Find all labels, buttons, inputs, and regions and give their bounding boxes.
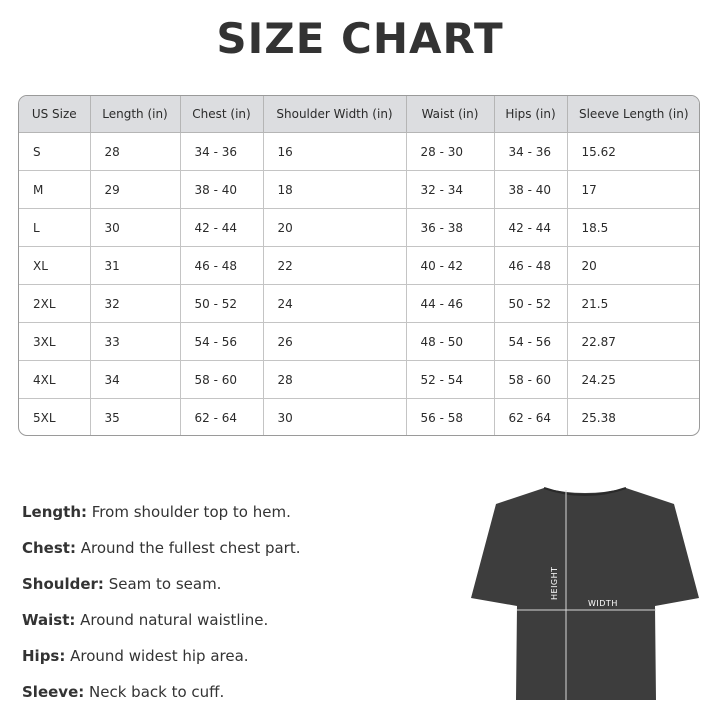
header-sleeve-length: Sleeve Length (in) — [567, 96, 700, 133]
tshirt-icon — [471, 488, 699, 700]
guide-description: From shoulder top to hem. — [87, 503, 291, 521]
header-shoulder-width: Shoulder Width (in) — [263, 96, 406, 133]
cell-sleeve-length: 21.5 — [567, 285, 700, 323]
guide-term: Length: — [22, 503, 87, 521]
cell-sleeve-length: 15.62 — [567, 133, 700, 171]
cell-chest: 62 - 64 — [180, 399, 263, 437]
cell-length: 30 — [90, 209, 180, 247]
cell-sleeve-length: 25.38 — [581, 410, 616, 425]
cell-waist: 36 - 38 — [406, 209, 494, 247]
table-header-row — [19, 96, 700, 133]
size-table-container — [18, 95, 700, 436]
cell-hips: 54 - 56 — [494, 323, 567, 361]
table-body — [19, 133, 700, 437]
guide-description: Around the fullest chest part. — [75, 539, 301, 557]
width-label: WIDTH — [588, 599, 618, 608]
cell-length: 32 — [90, 285, 180, 323]
cell-length: 31 — [90, 247, 180, 285]
cell-us-size: 2XL — [19, 285, 90, 323]
cell-us-size: XL — [19, 247, 90, 285]
cell-sleeve-length: 24.25 — [567, 361, 700, 399]
cell-chest: 46 - 48 — [180, 247, 263, 285]
table-row — [19, 399, 700, 437]
guide-description: Neck back to cuff. — [84, 683, 225, 701]
table-row — [19, 361, 700, 399]
cell-length: 34 — [90, 361, 180, 399]
guide-term: Shoulder: — [22, 575, 104, 593]
cell-us-size: L — [19, 209, 90, 247]
cell-shoulder-width: 24 — [263, 285, 406, 323]
table-row — [19, 323, 700, 361]
cell-waist: 28 - 30 — [406, 133, 494, 171]
header-us-size: US Size — [19, 96, 90, 133]
guide-term: Waist: — [22, 611, 76, 629]
cell-waist: 52 - 54 — [406, 361, 494, 399]
cell-waist: 44 - 46 — [406, 285, 494, 323]
cell-length: 35 — [90, 399, 180, 437]
cell-sleeve-length: 22.87 — [567, 323, 700, 361]
cell-sleeve-length: 20 — [567, 247, 700, 285]
header-hips: Hips (in) — [494, 96, 567, 133]
cell-chest: 50 - 52 — [180, 285, 263, 323]
guide-item — [22, 500, 442, 536]
page-title: SIZE CHART — [216, 14, 504, 63]
guide-item — [22, 644, 442, 680]
height-label: HEIGHT — [550, 566, 559, 600]
header-length: Length (in) — [90, 96, 180, 133]
cell-shoulder-width: 22 — [263, 247, 406, 285]
table-row — [19, 285, 700, 323]
cell-hips: 42 - 44 — [494, 209, 567, 247]
guide-item — [22, 680, 442, 716]
cell-waist: 32 - 34 — [406, 171, 494, 209]
tshirt-diagram — [470, 486, 700, 702]
table-row — [19, 133, 700, 171]
cell-hips: 46 - 48 — [494, 247, 567, 285]
cell-us-size: 4XL — [19, 361, 90, 399]
cell-hips: 58 - 60 — [494, 361, 567, 399]
guide-term: Sleeve: — [22, 683, 85, 701]
cell-us-size: S — [19, 133, 90, 171]
cell-sleeve-length: 18.5 — [567, 209, 700, 247]
cell-shoulder-width: 16 — [263, 133, 406, 171]
cell-hips: 34 - 36 — [494, 133, 567, 171]
cell-waist: 48 - 50 — [406, 323, 494, 361]
cell-hips: 62 - 64 — [494, 399, 567, 437]
cell-chest: 58 - 60 — [180, 361, 263, 399]
size-table — [19, 96, 700, 436]
cell-shoulder-width: 28 — [263, 361, 406, 399]
cell-shoulder-width: 30 — [263, 399, 406, 437]
guide-item — [22, 536, 442, 572]
cell-shoulder-width: 20 — [263, 209, 406, 247]
guide-description: Around natural waistline. — [75, 611, 269, 629]
header-chest: Chest (in) — [180, 96, 263, 133]
cell-sleeve-length: 17 — [567, 171, 700, 209]
measurement-guide — [22, 500, 442, 716]
cell-waist: 40 - 42 — [406, 247, 494, 285]
table-row — [19, 171, 700, 209]
cell-hips: 38 - 40 — [494, 171, 567, 209]
header-waist: Waist (in) — [406, 96, 494, 133]
cell-length: 29 — [90, 171, 180, 209]
cell-chest: 54 - 56 — [180, 323, 263, 361]
cell-waist: 56 - 58 — [406, 399, 494, 437]
table-row — [19, 209, 700, 247]
cell-us-size: M — [19, 171, 90, 209]
cell-length: 28 — [90, 133, 180, 171]
cell-length: 33 — [90, 323, 180, 361]
guide-item — [22, 608, 442, 644]
guide-description: Seam to seam. — [103, 575, 222, 593]
table-row — [19, 247, 700, 285]
cell-chest: 42 - 44 — [180, 209, 263, 247]
cell-shoulder-width: 18 — [263, 171, 406, 209]
guide-description: Around widest hip area. — [65, 647, 249, 665]
cell-us-size: 5XL — [19, 399, 90, 437]
cell-chest: 38 - 40 — [180, 171, 263, 209]
cell-chest: 34 - 36 — [180, 133, 263, 171]
guide-term: Hips: — [22, 647, 66, 665]
cell-shoulder-width: 26 — [263, 323, 406, 361]
guide-term: Chest: — [22, 539, 76, 557]
guide-item — [22, 572, 442, 608]
cell-hips: 50 - 52 — [494, 285, 567, 323]
cell-us-size: 3XL — [19, 323, 90, 361]
